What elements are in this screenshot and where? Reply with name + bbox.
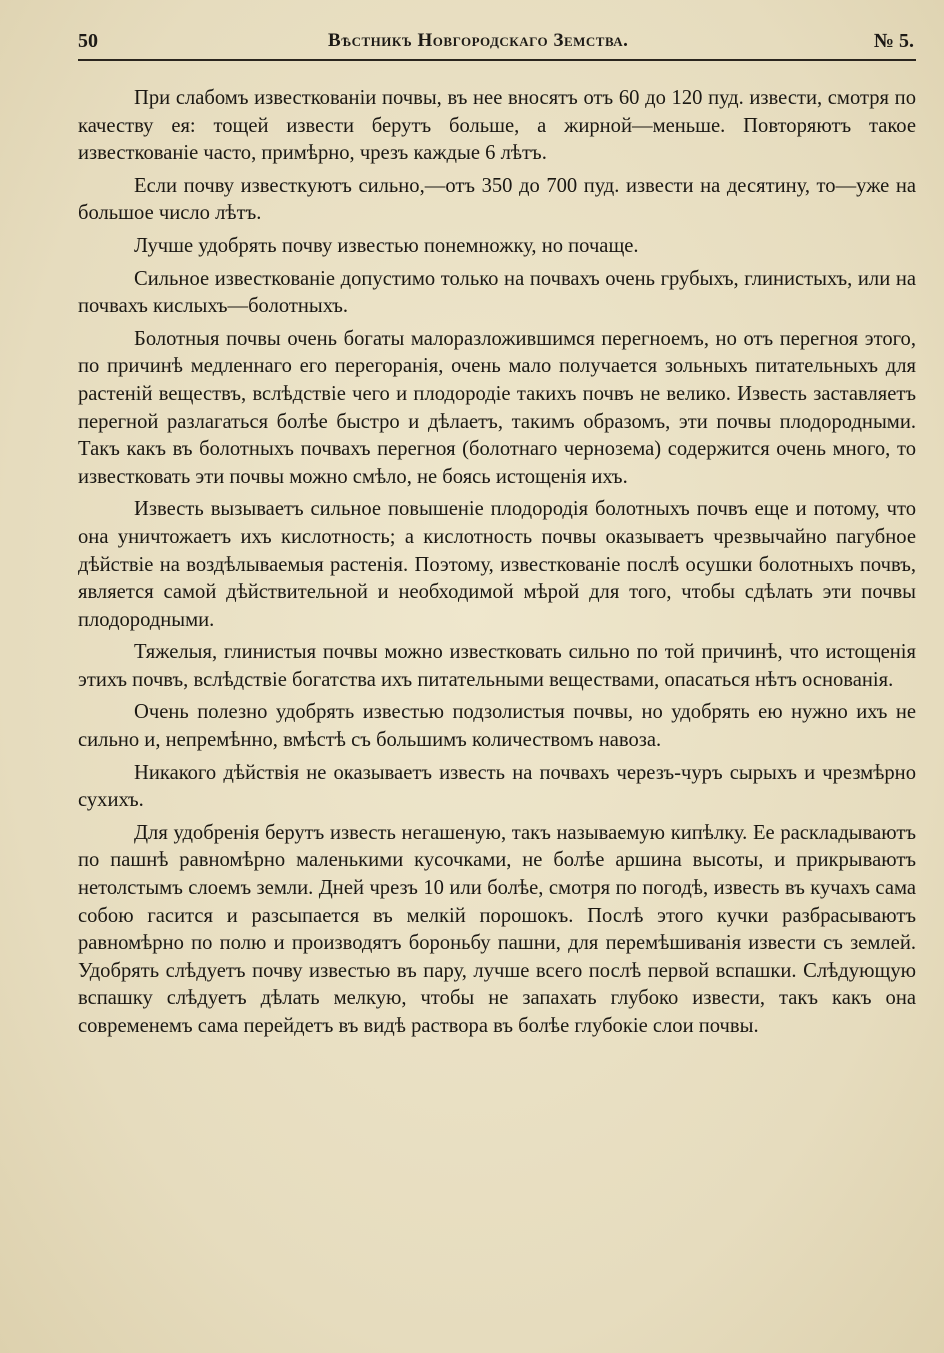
article-body (78, 85, 916, 1046)
running-title: Вѣстникъ Новгородскаго Земства. (328, 30, 629, 51)
paragraph: Тяжелыя, глинистыя почвы можно известковать сильно по той причинѣ, что истощенія этихъ почвъ, вслѣдствіе богатства ихъ питательными веществами, опасаться нѣтъ основанія. (78, 641, 916, 691)
paragraph: Очень полезно удобрять известью подзолистыя почвы, но удобрять ею нужно ихъ не сильно и, непремѣнно, вмѣстѣ съ большимъ количествомъ навоза. (78, 701, 916, 752)
paragraph: При слабомъ известкованіи почвы, въ нее вносятъ отъ 60 до 120 пуд. извести, смотря по качеству ея: тощей извести берутъ больше, а жирной—меньше. Повторяютъ такое известкованіе часто, примѣрно, чрезъ каждые 6 лѣтъ. (78, 87, 916, 165)
paragraph: Сильное известкованіе допустимо только на почвахъ очень грубыхъ, глинистыхъ, или на почвахъ кислыхъ—болотныхъ. (78, 267, 916, 318)
page-header (78, 30, 916, 58)
paragraph: Болотныя почвы очень богаты малоразложившимся перегноемъ, но отъ перегноя этого, по причинѣ медленнаго его перегоранія, очень мало получается зольныхъ питательныхъ для растеній веществъ, вслѣдствіе чего и плодородіе такихъ почвъ не велико. Известь заставляетъ перегной разлагаться болѣе быстро и дѣлаетъ, такимъ образомъ, эти почвы плодородными. Такъ какъ въ болотныхъ почвахъ перегноя (болотнаго чернозема) содержится очень много, то известковать эти почвы можно смѣло, не боясь истощенія ихъ. (78, 327, 916, 488)
paragraph: Никакого дѣйствія не оказываетъ известь на почвахъ черезъ-чуръ сырыхъ и чрезмѣрно сухихъ. (78, 761, 916, 812)
page-number: 50 (78, 30, 98, 52)
paragraph: Для удобренія берутъ известь негашеную, такъ называемую кипѣлку. Ее раскладываютъ по пашнѣ равномѣрно маленькими кусочками, не болѣе аршина высоты, и прикрываютъ нетолстымъ слоемъ земли. Дней чрезъ 10 или болѣе, смотря по погодѣ, известь въ кучахъ сама собою гасится и разсыпается въ мелкій порошокъ. Послѣ этого кучки разбрасываютъ равномѣрно по полю и производятъ бороньбу пашни, для перемѣшиванія извести съ землей. Удобрять слѣдуетъ почву известью въ пару, лучше всего послѣ первой вспашки. Слѣдующую вспашку слѣдуетъ дѣлать мелкую, чтобы не запахать глубоко извести, такъ какъ она современемъ сама перейдетъ въ видѣ раствора въ болѣе глубокіе слои почвы. (78, 821, 916, 1037)
paragraph: Если почву известкуютъ сильно,—отъ 350 до 700 пуд. извести на десятину, то—уже на большое число лѣтъ. (78, 174, 916, 225)
paragraph: Лучше удобрять почву известью понемножку, но почаще. (134, 234, 639, 257)
issue-number: № 5. (873, 30, 914, 52)
paragraph: Известь вызываетъ сильное повышеніе плодородія болотныхъ почвъ еще и потому, что она уничтожаетъ ихъ кислотность; а кислотность почвы оказываетъ чрезвычайно пагубное дѣйствіе на воздѣлываемыя растенія. Поэтому, известкованіе послѣ осушки болотныхъ почвъ, является самой дѣйствительной и необходимой мѣрой для того, чтобы сдѣлать эти почвы плодородными. (78, 498, 916, 631)
header-rule (78, 59, 916, 61)
